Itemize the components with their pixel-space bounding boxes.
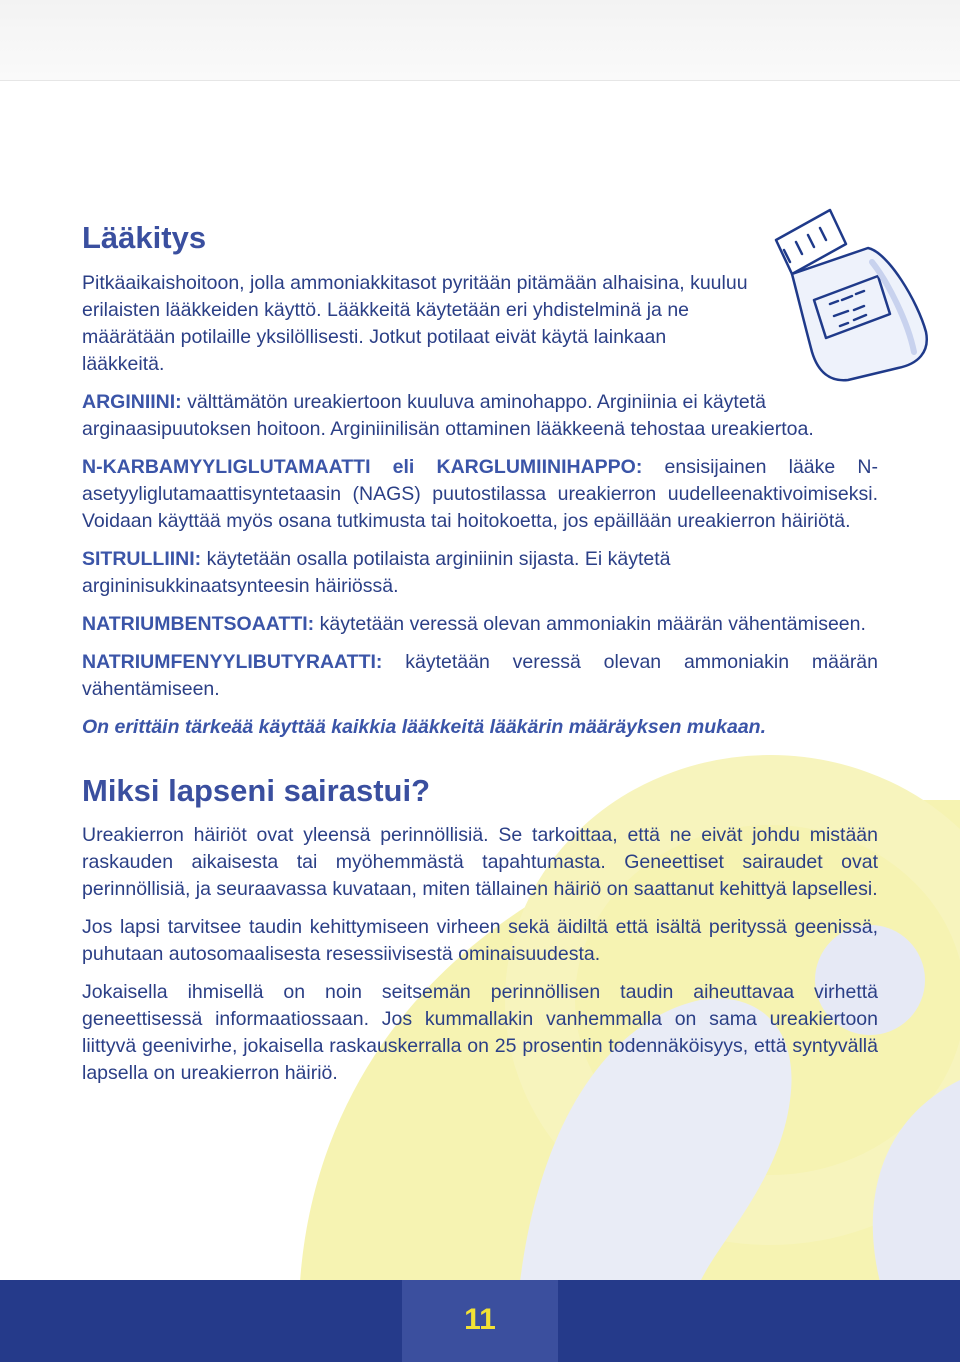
heading-miksi: Miksi lapseni sairastui? [82, 773, 431, 808]
item-label: SITRULLIINI: [82, 548, 202, 570]
item-sitrulliini [82, 546, 878, 600]
item-text: käytetään veressä olevan ammoniakin määrän vähentämiseen. [319, 613, 866, 635]
page-content [82, 218, 878, 1087]
item-text: käytetään osalla potilaista arginiinin sijasta. Ei käytetä argininisukkinaatsynteesin häiriössä. [82, 548, 671, 597]
intro-paragraph: Pitkäaikaishoitoon, jolla ammoniakkitasot pyritään pitämään alhaisina, kuuluu erilaisten lääkkeiden käyttö. Lääkkeitä käytetään eri yhdistelminä ja ne määrätään potilaille yksilöllisesti. Jotkut potilaat eivät käytä lainkaan lääkkeitä. [82, 272, 748, 375]
footer-bar [0, 1280, 960, 1362]
item-text: ensisijainen lääke N-asetyyliglutamaattisyntetaasin (NAGS) puutostilassa ureakierron uudelleenaktivoimiseksi. Voidaan käyttää myös osana tutkimusta tai hoitokoetta, jos epäillään ureakierron häiriötä. [82, 456, 878, 532]
body-paragraph: Jos lapsi tarvitsee taudin kehittymiseen virheen sekä äidiltä että isältä perityssä geenissä, puhutaan autosomaalisesta resessiivisestä ominaisuudesta. [82, 916, 878, 965]
item-natriumfenyylibutyraatti [82, 649, 878, 703]
item-text: käytetään veressä olevan ammoniakin määrän vähentämiseen. [82, 651, 879, 700]
body-paragraph: Ureakierron häiriöt ovat yleensä perinnöllisiä. Se tarkoittaa, että ne eivät johdu mistään raskauden aikaisesta tai myöhemmästä tapahtumasta. Geneettiset sairaudet ovat perinnöllisiä, ja seuraavassa kuvataan, miten tällainen häiriö on saattanut kehittyä lapsellesi. [82, 824, 878, 900]
page-number: 11 [464, 1303, 496, 1336]
item-label: NATRIUMFENYYLIBUTYRAATTI: [82, 651, 383, 673]
heading-laakitys: Lääkitys [82, 220, 207, 255]
item-label: NATRIUMBENTSOAATTI: [82, 613, 315, 635]
item-karbamyyliglutamaatti [82, 454, 878, 535]
item-arginiini [82, 389, 878, 443]
item-label: ARGINIINI: [82, 391, 182, 413]
item-natriumbentsoaatti [82, 611, 878, 638]
item-label: N-KARBAMYYLIGLUTAMAATTI eli KARGLUMIINIHAPPO: [82, 456, 643, 478]
item-text: välttämätön ureakiertoon kuuluva aminohappo. Arginiinia ei käytetä arginaasipuutoksen hoitoon. Arginiinilisän ottaminen lääkkeenä tehostaa ureakiertoa. [82, 391, 814, 440]
body-paragraph: Jokaisella ihmisellä on noin seitsemän perinnöllisen taudin aiheuttavaa virhettä geneettisessä informaatiossaan. Jos kummallakin vanhemmalla on sama ureakiertoon liittyvä geenivirhe, jokaisella raskauskerralla on 25 prosentin todennäköisyys, että syntyvällä lapsella on ureakierron häiriö. [82, 981, 878, 1084]
important-note: On erittäin tärkeää käyttää kaikkia lääkkeitä lääkärin määräyksen mukaan. [82, 716, 766, 738]
